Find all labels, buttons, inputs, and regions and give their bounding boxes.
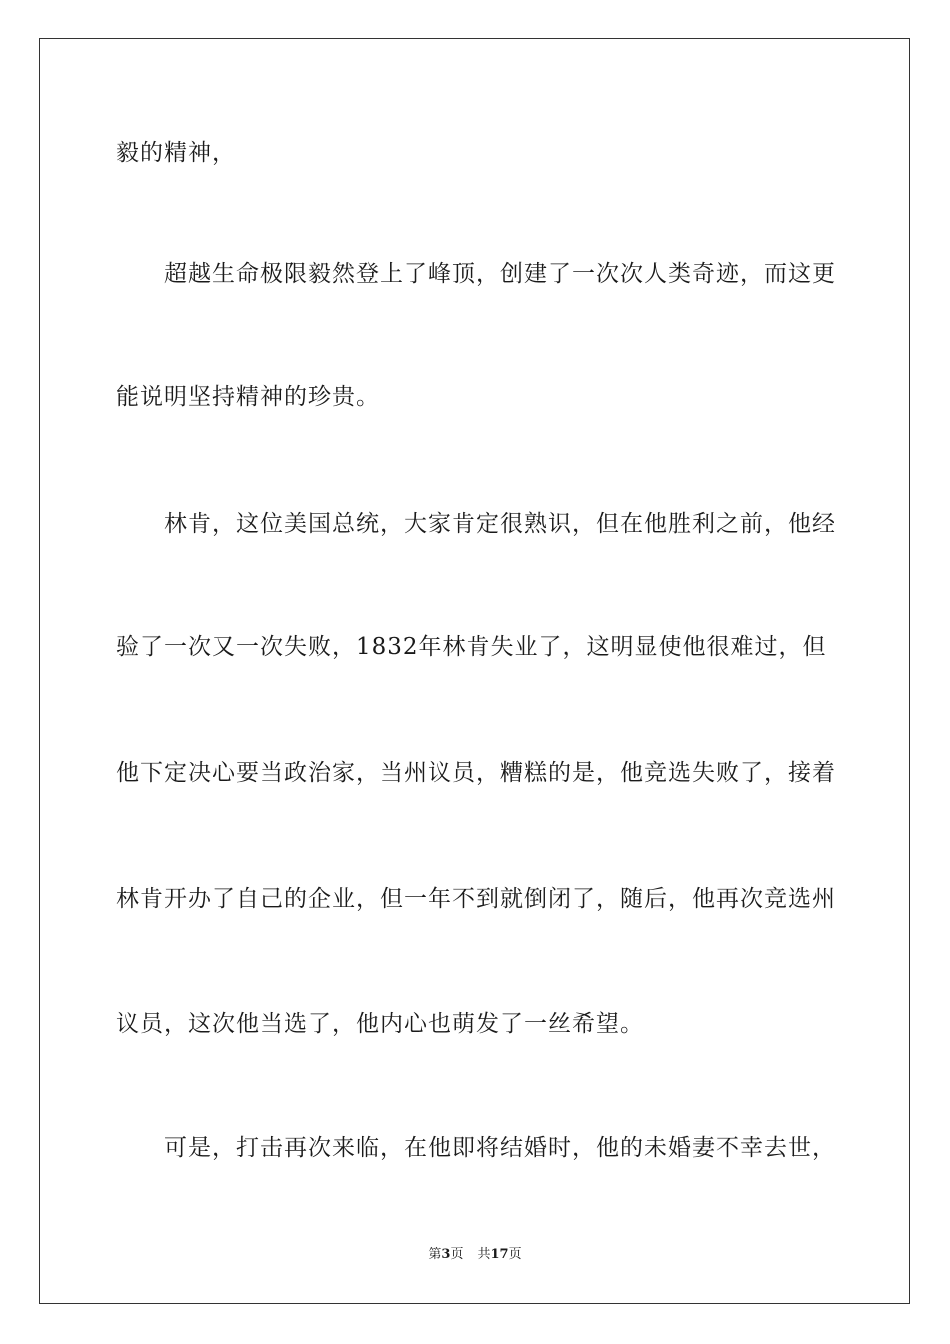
paragraph-first-line: 超越生命极限毅然登上了峰顶，创建了一次次人类奇迹，而这更 xyxy=(164,261,836,287)
total-prefix: 共 xyxy=(477,1247,491,1262)
page-suffix: 页 xyxy=(450,1247,464,1262)
text-line: 验了一次又一次失败，1832年林肯失业了，这明显使他很难过，但 xyxy=(116,634,827,660)
text-line: 能说明坚持精神的珍贵。 xyxy=(116,384,380,410)
page-number: 3 xyxy=(441,1247,451,1262)
total-pages: 17 xyxy=(490,1247,509,1262)
page-border xyxy=(39,38,910,1304)
page-prefix: 第 xyxy=(428,1247,442,1262)
page-footer xyxy=(0,1246,950,1264)
paragraph-first-line: 林肯，这位美国总统，大家肯定很熟识，但在他胜利之前，他经 xyxy=(164,511,836,537)
text-line: 毅的精神， xyxy=(116,140,236,166)
total-suffix: 页 xyxy=(508,1247,522,1262)
paragraph-first-line: 可是，打击再次来临，在他即将结婚时，他的未婚妻不幸去世， xyxy=(164,1135,836,1161)
text-line: 他下定决心要当政治家，当州议员，糟糕的是，他竞选失败了，接着 xyxy=(116,760,836,786)
text-line: 议员，这次他当选了，他内心也萌发了一丝希望。 xyxy=(116,1011,644,1037)
text-line: 林肯开办了自己的企业，但一年不到就倒闭了，随后，他再次竞选州 xyxy=(116,886,836,912)
